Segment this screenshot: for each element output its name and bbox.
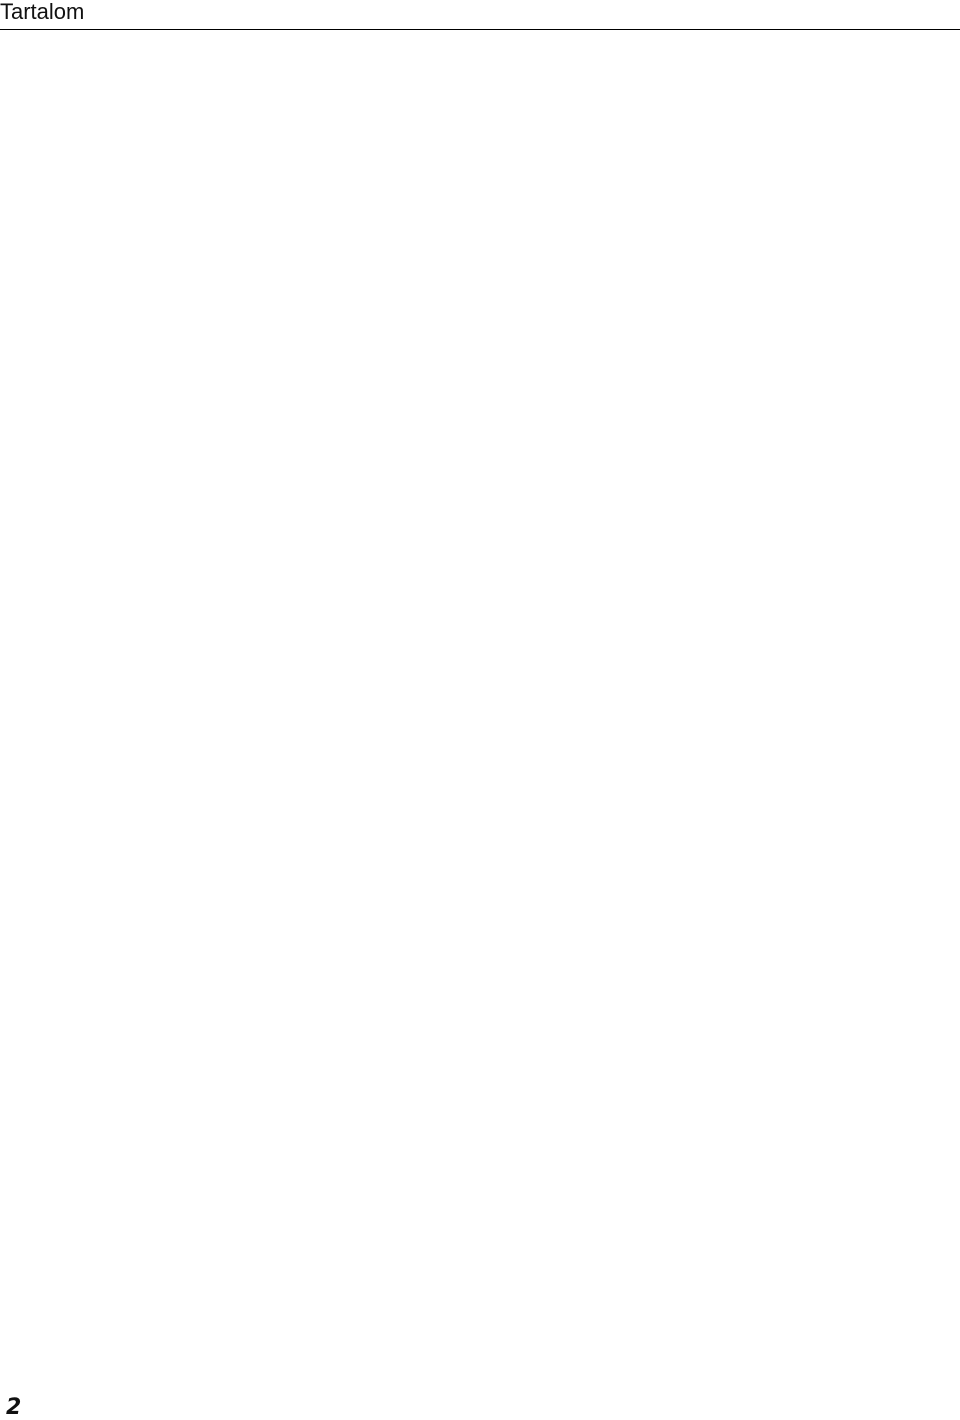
page-title: Tartalom — [0, 0, 85, 24]
title-bar — [0, 0, 960, 30]
page-number: 2 — [6, 1395, 22, 1420]
